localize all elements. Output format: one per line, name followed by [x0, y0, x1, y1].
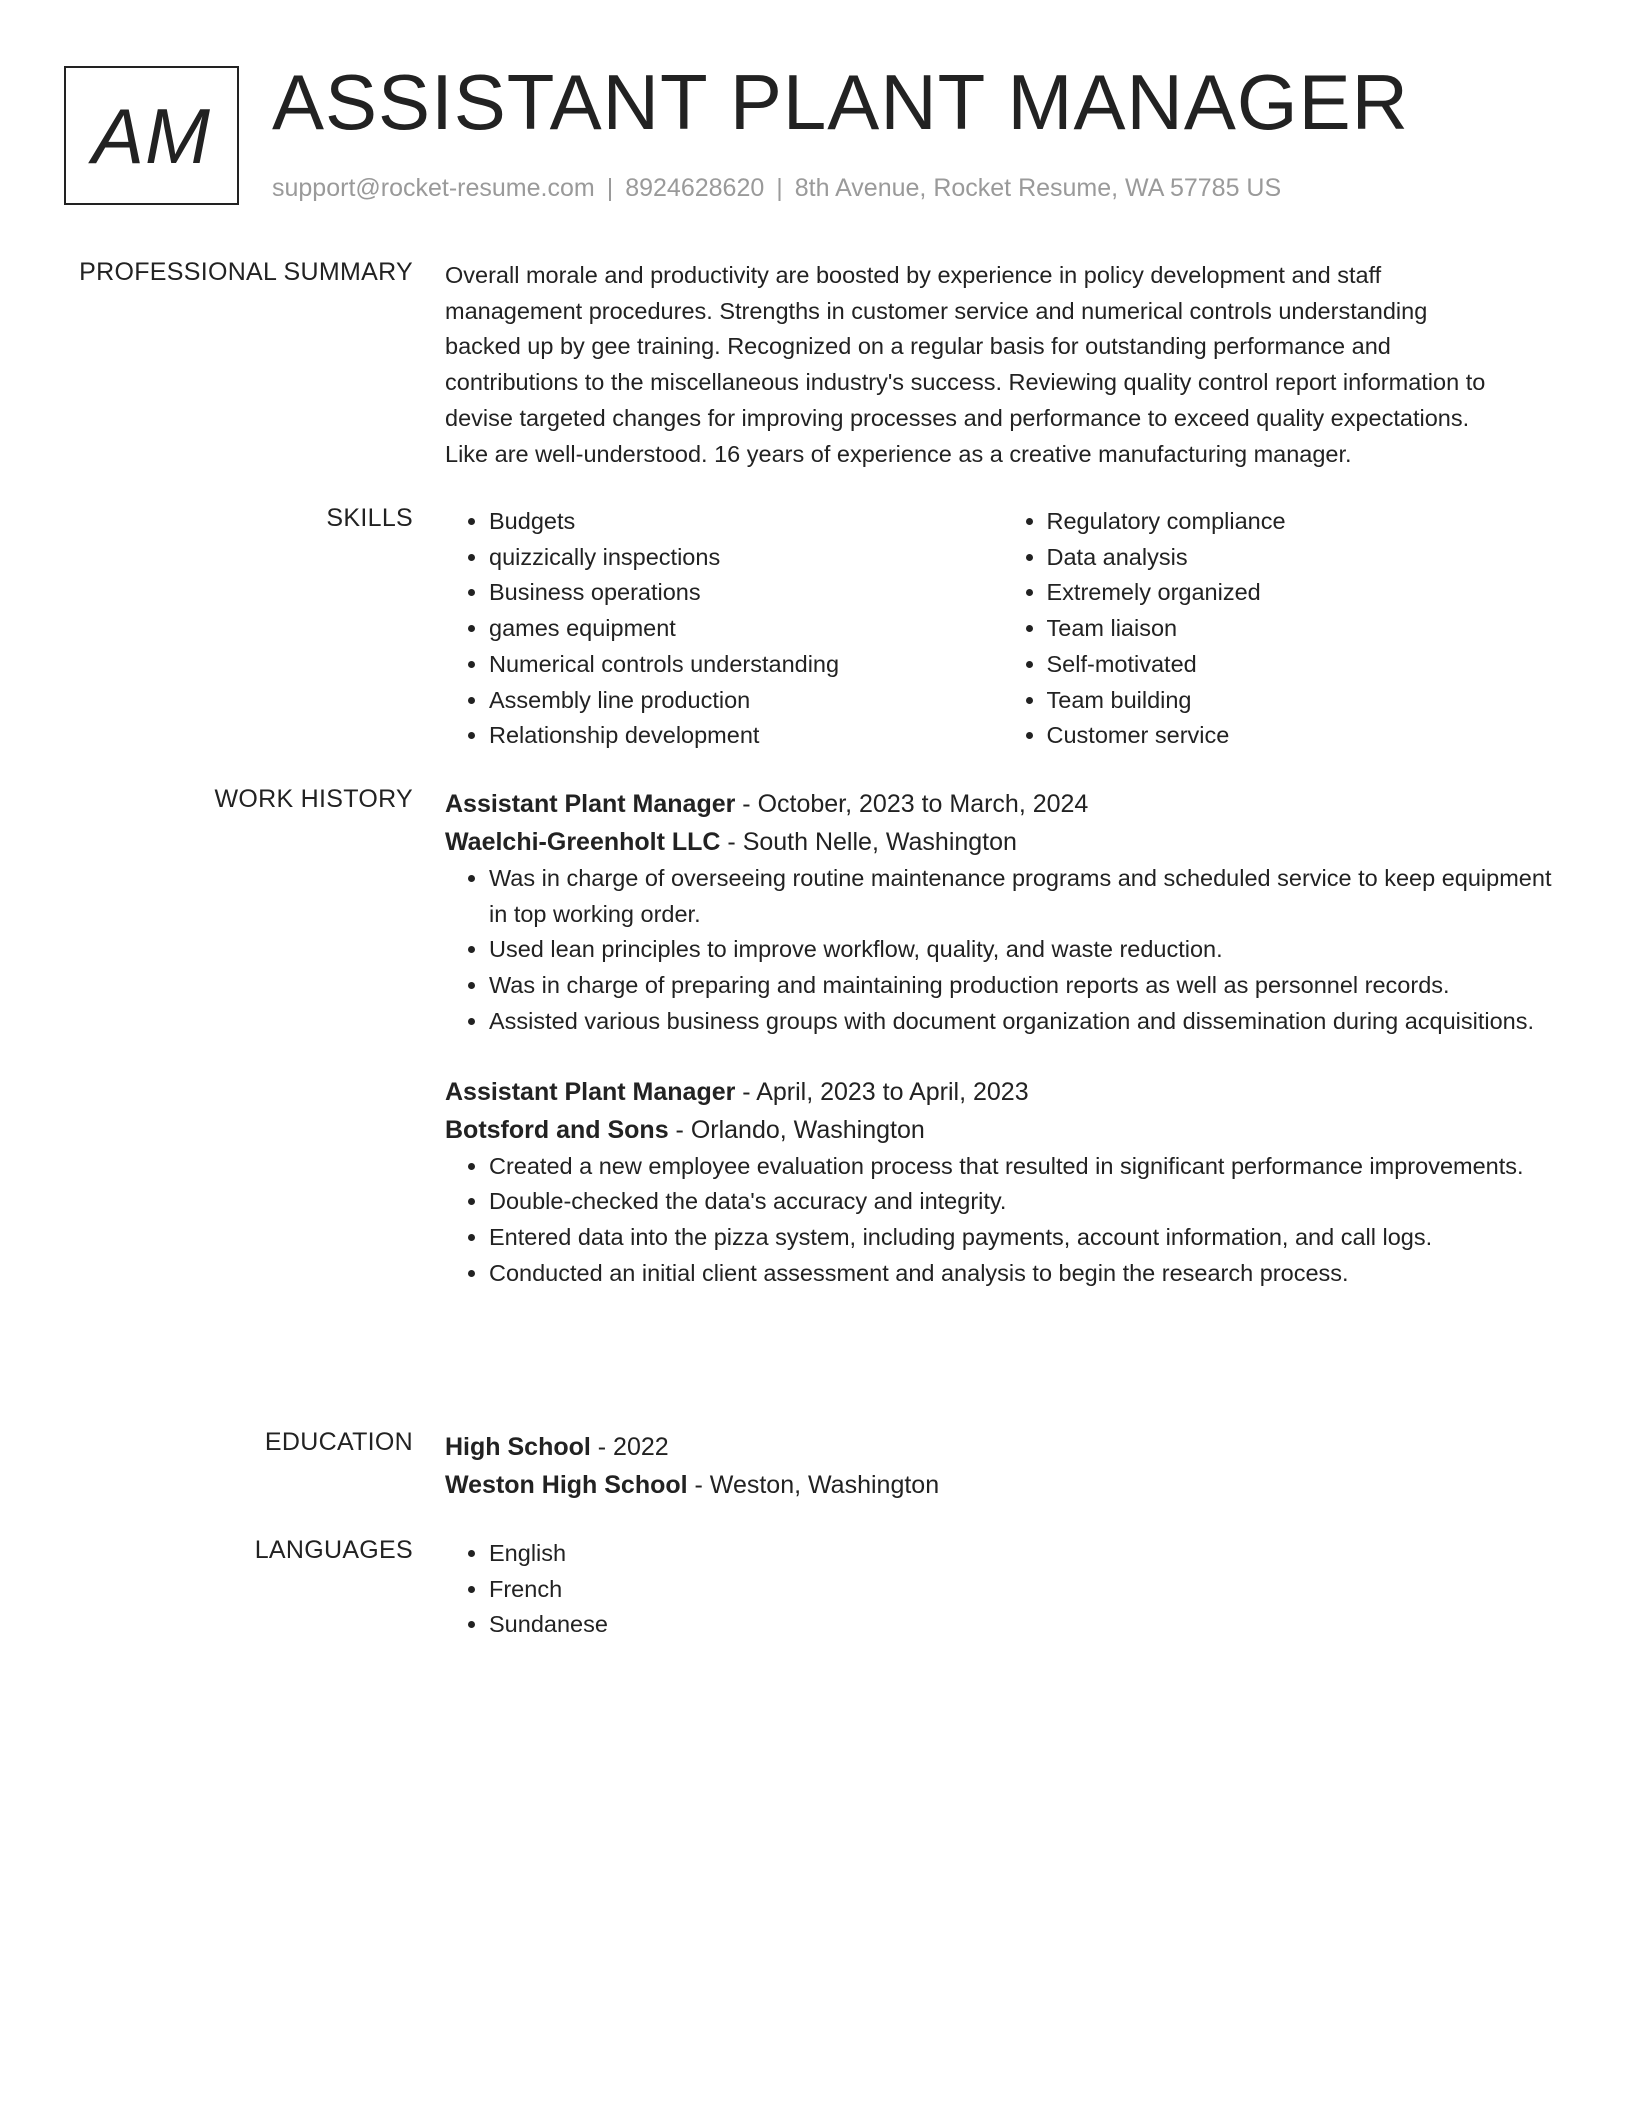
job-company-line — [445, 823, 1560, 861]
contact-line — [272, 174, 1281, 203]
contact-address: 8th Avenue, Rocket Resume, WA 57785 US — [794, 174, 1282, 202]
education-location: - Weston, Washington — [687, 1471, 940, 1499]
job-company-line — [445, 1111, 1560, 1149]
summary-line: backed up by gee training. Recognized on a regular basis for outstanding performance and — [445, 333, 1391, 360]
job-title-line — [445, 785, 1560, 823]
education-label: EDUCATION — [264, 1428, 413, 1456]
job-dates: - April, 2023 to April, 2023 — [735, 1077, 1029, 1106]
contact-phone: 8924628620 — [625, 174, 765, 202]
skill-item: • Team building — [1047, 683, 1561, 719]
skills-label: SKILLS — [326, 504, 413, 532]
education-school-line — [445, 1466, 1560, 1504]
language-item: • French — [489, 1572, 1560, 1608]
job-location: - Orlando, Washington — [668, 1115, 925, 1144]
languages-label: LANGUAGES — [254, 1536, 413, 1564]
work-history-entries — [445, 785, 1560, 1291]
language-item: • Sundanese — [489, 1607, 1560, 1643]
education-school: Weston High School — [445, 1471, 688, 1499]
skills-column-1 — [445, 504, 1003, 754]
summary-label: PROFESSIONAL SUMMARY — [79, 258, 413, 286]
job-duty: • Was in charge of overseeing routine maintenance programs and scheduled service to keep equipment in top working order. — [489, 861, 1560, 932]
job-title: Assistant Plant Manager — [445, 1077, 736, 1106]
job-duty: • Conducted an initial client assessment and analysis to begin the research process. — [489, 1256, 1560, 1292]
job-duty: • Double-checked the data's accuracy and integrity. — [489, 1184, 1560, 1220]
skill-item: • Extremely organized — [1047, 575, 1561, 611]
monogram-box — [64, 66, 239, 205]
languages-list — [445, 1536, 1560, 1643]
job-location: - South Nelle, Washington — [720, 828, 1017, 856]
skill-item: • Business operations — [489, 575, 1003, 611]
language-item: • English — [489, 1536, 1560, 1572]
skill-item: • Data analysis — [1047, 540, 1561, 576]
job-duty: • Assisted various business groups with document organization and dissemination during acquisitions. — [489, 1004, 1560, 1040]
monogram-initials: AM — [92, 91, 211, 180]
contact-email: support@rocket-resume.com — [272, 174, 595, 202]
skill-item: • Team liaison — [1047, 611, 1561, 647]
summary-line: Like are well-understood. 16 years of experience as a creative manufacturing manager. — [445, 440, 1352, 467]
languages-items — [445, 1536, 1560, 1643]
job-dates: - October, 2023 to March, 2024 — [735, 790, 1089, 818]
summary-line: Overall morale and productivity are boosted by experience in policy development and staff — [445, 262, 1382, 288]
skill-item: • Relationship development — [489, 718, 1003, 754]
skill-item: • Numerical controls understanding — [489, 647, 1003, 683]
job-duty: • Used lean principles to improve workflow, quality, and waste reduction. — [489, 932, 1560, 968]
skill-item: • quizzically inspections — [489, 540, 1003, 576]
contact-separator: | — [776, 174, 783, 202]
skills-list — [445, 504, 1560, 754]
job-company: Waelchi-Greenholt LLC — [445, 828, 721, 856]
education-entry — [445, 1428, 1560, 1504]
work-history-label: WORK HISTORY — [214, 785, 413, 813]
skills-column-2 — [1003, 504, 1561, 754]
summary-text — [445, 258, 1560, 472]
summary-line: devise targeted changes for improving processes and performance to exceed quality expectations. — [445, 404, 1470, 431]
job-company: Botsford and Sons — [445, 1115, 669, 1144]
education-year: - 2022 — [590, 1433, 669, 1461]
summary-line: management procedures. Strengths in customer service and numerical controls understanding — [445, 297, 1428, 324]
job-duties — [445, 861, 1560, 1040]
candidate-title: ASSISTANT PLANT MANAGER — [272, 58, 1409, 146]
job-duty: • Created a new employee evaluation process that resulted in significant performance improvements. — [489, 1149, 1560, 1185]
summary-line: contributions to the miscellaneous industry's success. Reviewing quality control report information to — [445, 369, 1486, 396]
education-degree-line — [445, 1428, 1560, 1466]
job-duty: • Was in charge of preparing and maintaining production reports as well as personnel records. — [489, 968, 1560, 1004]
skill-item: • Self-motivated — [1047, 647, 1561, 683]
skill-item: • Regulatory compliance — [1047, 504, 1561, 540]
contact-separator: | — [606, 174, 614, 202]
job-title: Assistant Plant Manager — [445, 790, 736, 818]
skill-item: • Customer service — [1047, 718, 1561, 754]
job-duty: • Entered data into the pizza system, including payments, account information, and call logs. — [489, 1220, 1560, 1256]
skill-item: • games equipment — [489, 611, 1003, 647]
skill-item: • Budgets — [489, 504, 1003, 540]
skill-item: • Assembly line production — [489, 683, 1003, 719]
job-entry — [445, 1073, 1560, 1292]
education-degree: High School — [445, 1433, 591, 1461]
job-duties — [445, 1149, 1560, 1292]
job-entry — [445, 785, 1560, 1040]
resume-header — [64, 58, 1564, 216]
job-title-line — [445, 1073, 1560, 1111]
